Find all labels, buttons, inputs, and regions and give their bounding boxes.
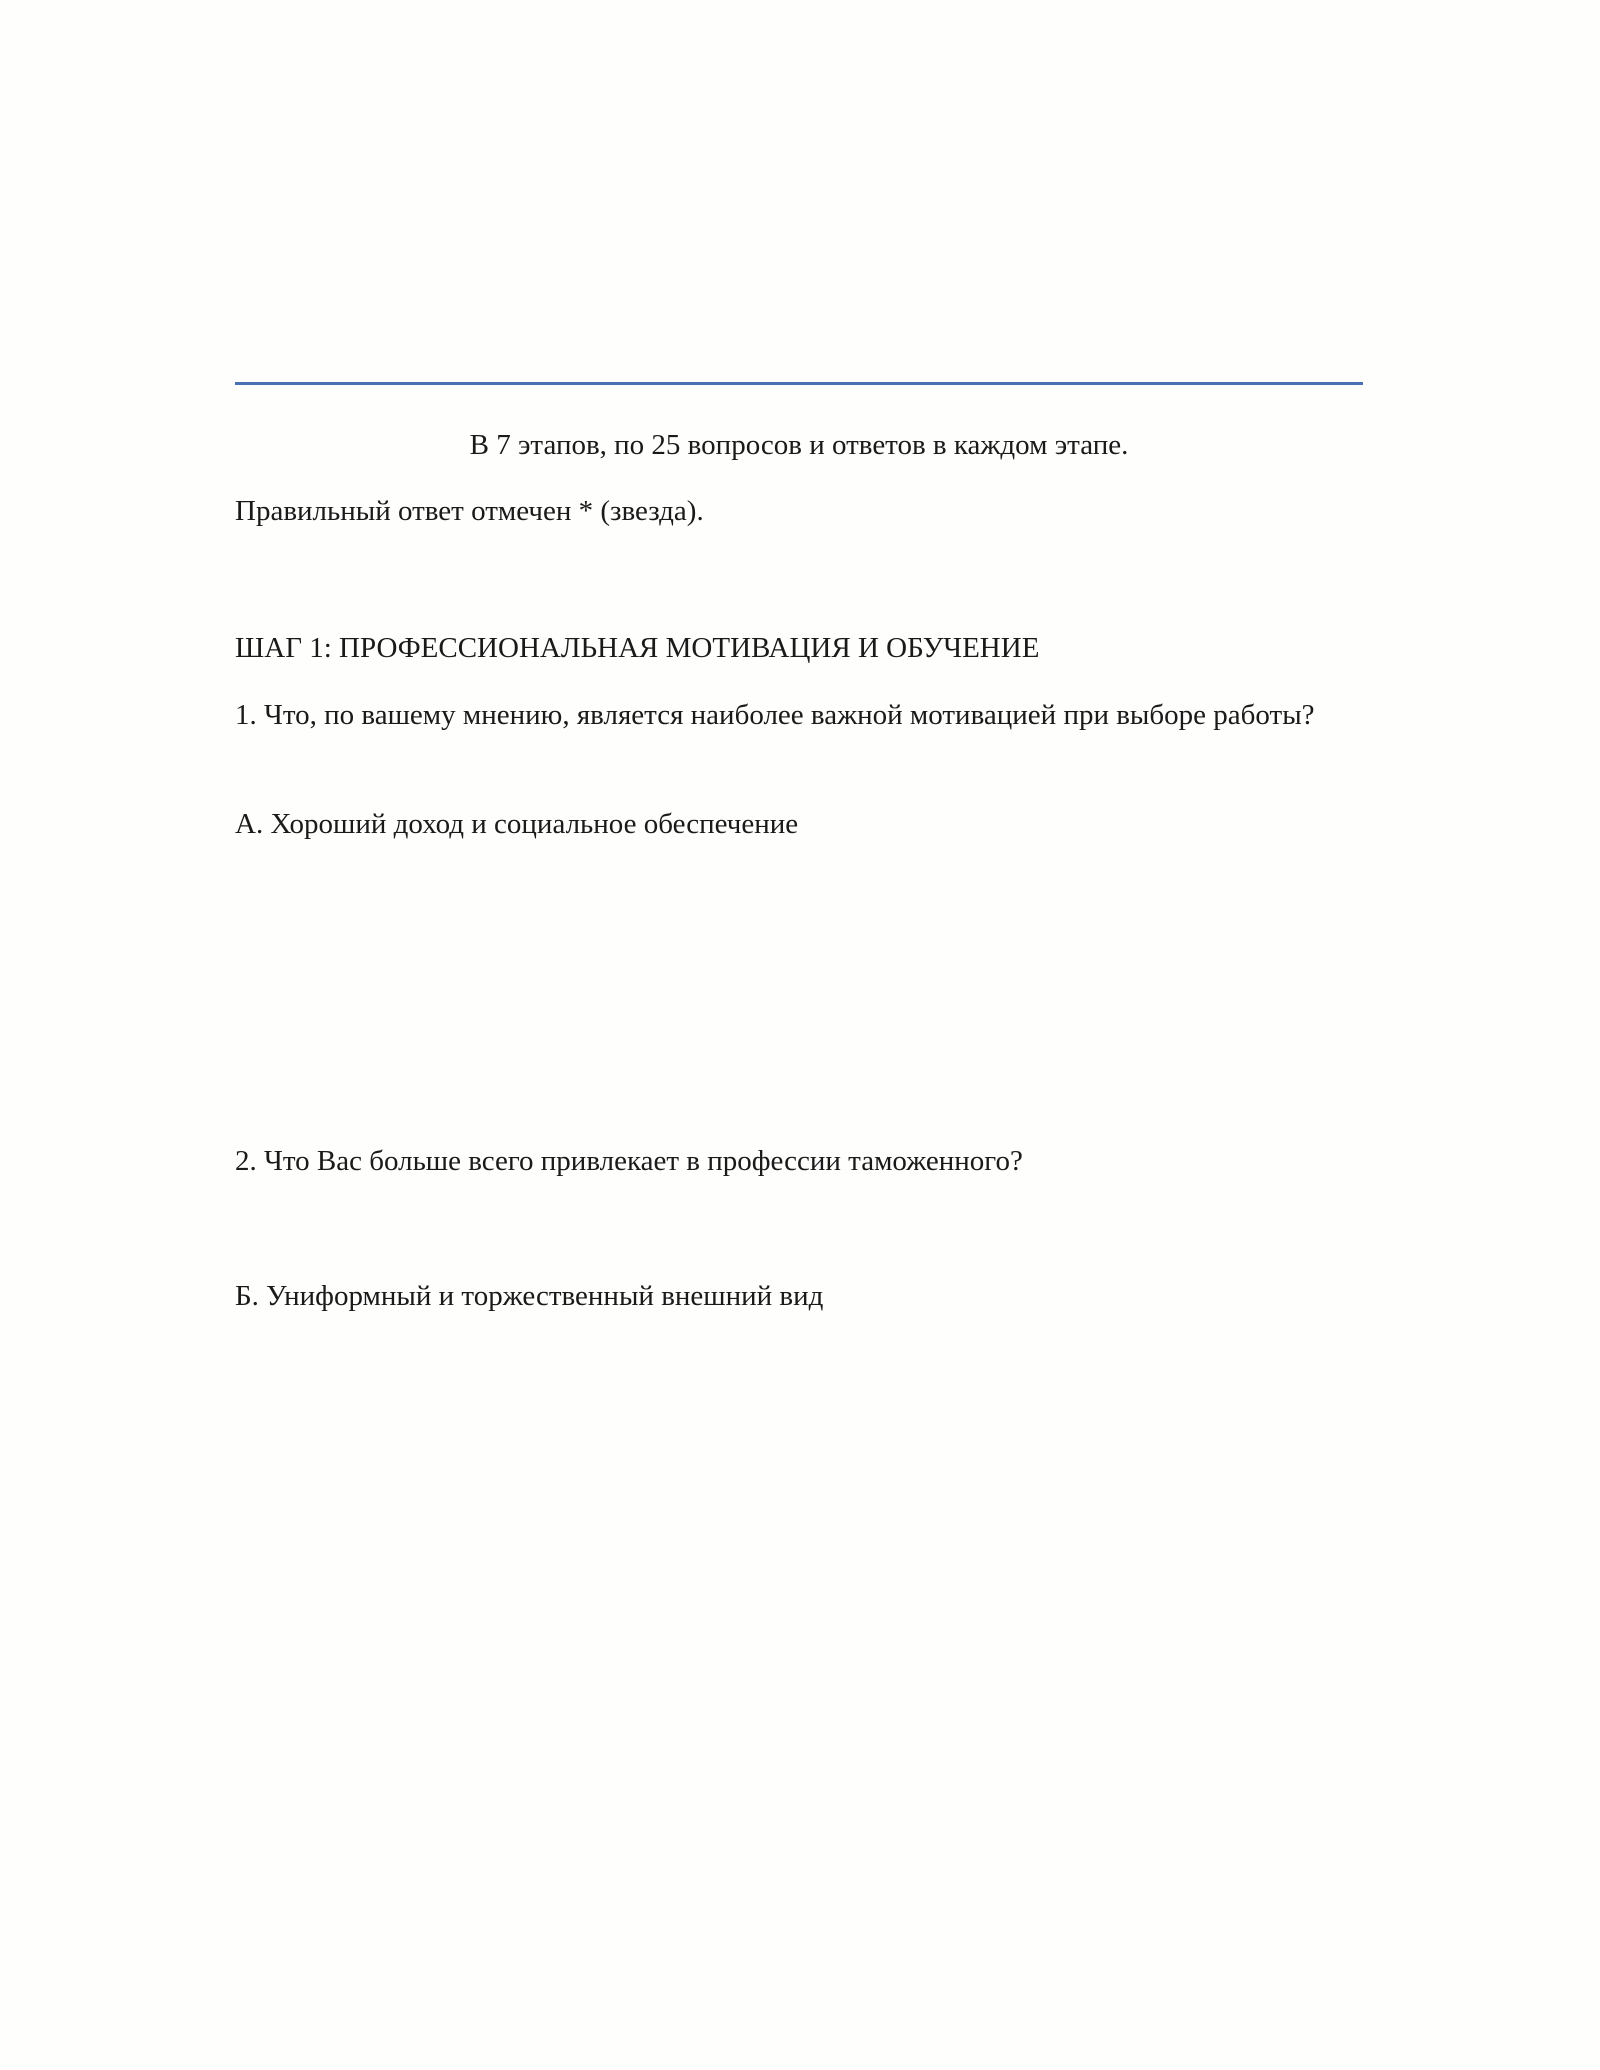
question-2: 2. Что Вас больше всего привлекает в профессии таможенного? [235,1145,1023,1177]
intro-text: В 7 этапов, по 25 вопросов и ответов в каждом этапе. [469,429,1129,461]
question-1: 1. Что, по вашему мнению, является наиболее важной мотивацией при выборе работы? [235,699,1315,731]
answer-1: А. Хороший доход и социальное обеспечение [235,808,799,840]
section-heading: ШАГ 1: ПРОФЕССИОНАЛЬНАЯ МОТИВАЦИЯ И ОБУЧЕНИЕ [235,632,1040,664]
answer-2: Б. Униформный и торжественный внешний вид [235,1280,824,1312]
header-rule [235,382,1363,385]
note-text: Правильный ответ отмечен * (звезда). [235,495,704,527]
